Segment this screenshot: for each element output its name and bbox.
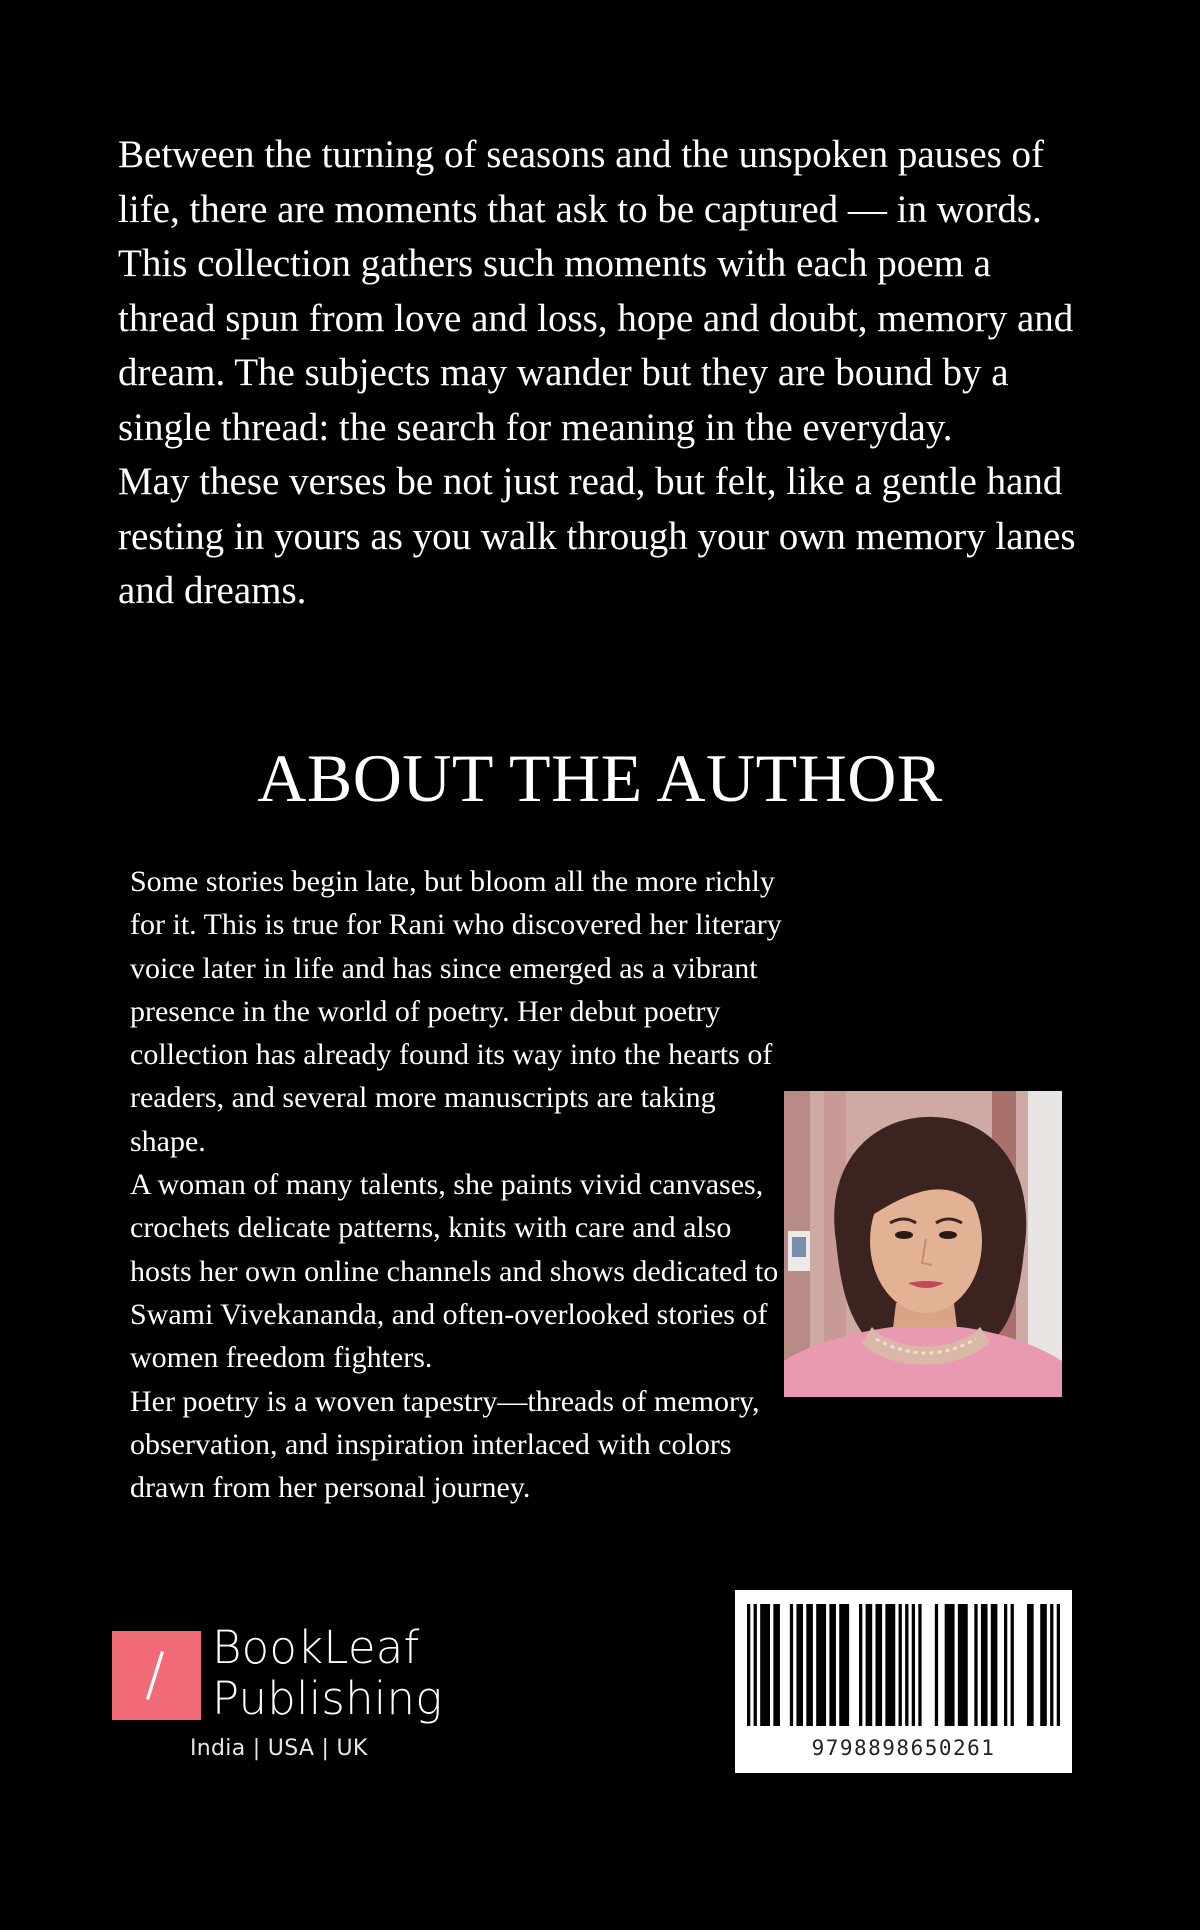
barcode-bar (899, 1604, 902, 1726)
barcode-bar (885, 1604, 895, 1726)
barcode-bar (991, 1604, 998, 1726)
barcode-bar (760, 1604, 770, 1726)
blurb-paragraph-1: Between the turning of seasons and the unspoken pauses of life, there are moments that ask to be captured — in words. This collection gathers such moments with each poem a thread spun from love and loss, hope and doubt, memory and dream. The subjects may wander but they are bound by a single thread: the search for meaning in the everyday. (118, 133, 1074, 449)
barcode-bar (829, 1604, 836, 1726)
bio-paragraph-3: Her poetry is a woven tapestry—threads of memory, observation, and inspiration interlaced with colors drawn from her personal journey. (130, 1384, 760, 1505)
publisher-logo (112, 1621, 452, 1778)
barcode-bar (1040, 1604, 1047, 1726)
publisher-name-line-2: Publishing (212, 1672, 443, 1725)
barcode-bar (806, 1604, 813, 1726)
barcode-bar (1027, 1604, 1034, 1726)
bio-paragraph-2: A woman of many talents, she paints vivid canvases, crochets delicate patterns, knits with care and also hosts her own online channels and shows dedicated to Swami Vivekananda, and often-overlooked stories of women freedom fighters. (130, 1168, 779, 1375)
publisher-slash-icon (112, 1631, 201, 1720)
barcode-bars (735, 1590, 1072, 1730)
barcode-bar (1004, 1604, 1007, 1726)
isbn-barcode (735, 1590, 1072, 1773)
book-blurb (118, 128, 1078, 619)
barcode-bar (773, 1604, 780, 1726)
publisher-regions: India | USA | UK (190, 1736, 368, 1761)
barcode-bar (905, 1604, 908, 1726)
bio-paragraph-1: Some stories begin late, but bloom all the more richly for it. This is true for Rani who discovered her literary voice later in life and has since emerged as a vibrant presence in the world of poetry. Her debut poetry collection has already found its way into the hearts of readers, and several more manuscripts are taking shape. (130, 865, 782, 1158)
barcode-bar (875, 1604, 882, 1726)
publisher-name-line-1: BookLeaf (212, 1621, 420, 1674)
barcode-bar (1050, 1604, 1053, 1726)
about-author-heading: ABOUT THE AUTHOR (257, 740, 943, 816)
barcode-bar (912, 1604, 915, 1726)
barcode-bar (816, 1604, 826, 1726)
barcode-bar (839, 1604, 849, 1726)
barcode-bar (945, 1604, 955, 1726)
barcode-bar (866, 1604, 873, 1726)
blurb-paragraph-2: May these verses be not just read, but felt, like a gentle hand resting in yours as you walk through your own memory lanes and dreams. (118, 460, 1076, 612)
barcode-bar (796, 1604, 803, 1726)
publisher-name (212, 1622, 442, 1724)
barcode-bar (958, 1604, 968, 1726)
barcode-bar (974, 1604, 977, 1726)
barcode-bar (935, 1604, 938, 1726)
author-bio (130, 860, 790, 1509)
barcode-bar (859, 1604, 862, 1726)
barcode-bar (747, 1604, 750, 1726)
barcode-bar (754, 1604, 757, 1726)
barcode-bar (790, 1604, 793, 1726)
barcode-bar (981, 1604, 988, 1726)
isbn-number: 9798898650261 (811, 1736, 996, 1760)
barcode-bar (918, 1604, 921, 1726)
barcode-bar (1011, 1604, 1014, 1726)
barcode-bar (1057, 1604, 1060, 1726)
author-photo (784, 1091, 1062, 1397)
